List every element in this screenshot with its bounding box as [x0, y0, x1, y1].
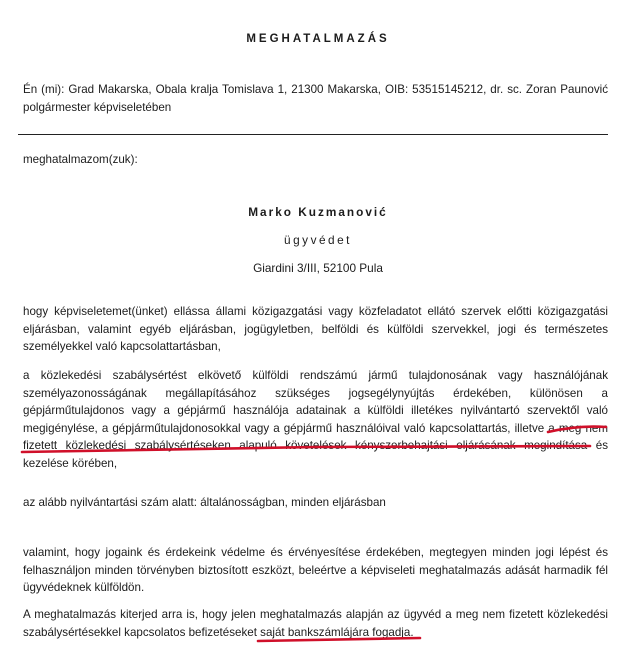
paragraph-legal-steps: valamint, hogy jogaink és érdekeink védelme és érvényesítése érdekében, megtegyen minden jogi lépést és felhasználjon minden törvényben biztosított eszközt, beleértve a képviseleti meghatalmazás adását harmadik fél ügyvédeknek külföldön.: [23, 546, 608, 594]
paragraph-registration-number: az alább nyilvántartási szám alatt: általánosságban, minden eljárásban: [23, 496, 386, 509]
signature-line-divider: [18, 134, 608, 135]
paragraph-representation-scope: hogy képviseletemet(ünket) ellássa állami közigazgatási vagy közfeladatot ellátó szervek előtti közigazgatási eljárásban, valamint egyéb eljárásban, jogügyletben, belföldi és külföldi szervekkel, jogi és természetes személyekkel való kapcsolattartásban,: [23, 305, 608, 353]
attorney-profession: ügyvédet: [284, 233, 352, 247]
attorney-address: Giardini 3/III, 52100 Pula: [253, 261, 383, 275]
authorize-label: meghatalmazom(zuk):: [23, 153, 138, 166]
paragraph-traffic-violations: a közlekedési szabálysértést elkövető külföldi rendszámú jármű tulajdonosának vagy használójának személyazonosságának megállapításához szükséges jogsegélynyújtás érdekében, különösen a gépjárműtulajdonos vagy a gépjármű használója adatainak a külföldi illetékes nyilvántartó szervektől való megigénylése, a gépjárműtulajdonosokkal vagy a gépjármű használóival való kapcsolattartás, illetve a meg nem fizetett közlekedési szabálysértéseken alapuló követelések kényszerbehajtási eljárásának megindítása és kezelése körében,: [23, 369, 608, 470]
attorney-name: Marko Kuzmanović: [248, 205, 388, 219]
document-title: MEGHATALMAZÁS: [246, 33, 390, 45]
grantor-statement: Én (mi): Grad Makarska, Obala kralja Tomislava 1, 21300 Makarska, OIB: 53515145212, dr. sc. Zoran Paunović polgármester képviseletében: [23, 83, 608, 114]
paragraph-payments: A meghatalmazás kiterjed arra is, hogy jelen meghatalmazás alapján az ügyvéd a meg nem fizetett közlekedési szabálysértésekkel kapcsolatos befizetéseket saját bankszámlájára fogadja.: [23, 608, 608, 639]
